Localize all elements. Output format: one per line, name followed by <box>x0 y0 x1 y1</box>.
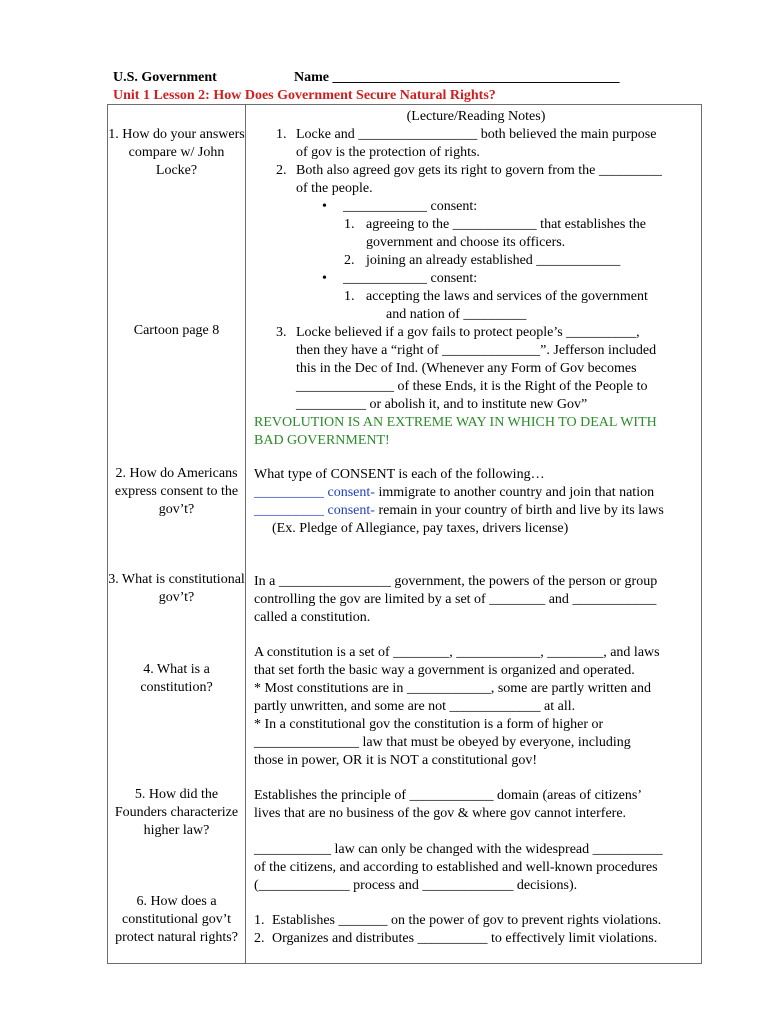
protect-item-1-number: 1. <box>254 913 265 928</box>
course-title: U.S. Government <box>113 70 217 85</box>
constitution-line-2: that set forth the basic way a government is organized and operated. <box>254 663 635 678</box>
column-divider <box>245 105 246 963</box>
consent-row-1-text: immigrate to another country and join that nation <box>374 485 655 500</box>
note-item-1 <box>254 126 698 162</box>
note-item-3-line-2: then they have a “right of ______________”. Jefferson included <box>296 343 657 358</box>
left-question-3: 3. What is constitutional gov’t? <box>108 572 245 605</box>
consent-row-2-text: remain in your country of birth and live by its laws <box>374 503 664 518</box>
constitution-line-7: those in power, OR it is NOT a constitutional gov! <box>254 753 538 768</box>
consent-bullet-1-text: ____________ consent: <box>343 199 478 214</box>
notes-heading: (Lecture/Reading Notes) <box>406 109 546 124</box>
left-question-5: 5. How did the Founders characterize higher law? <box>114 787 239 838</box>
protect-item-2-number: 2. <box>254 931 265 946</box>
higher-law-line-5: (_____________ process and _____________ decisions). <box>254 878 578 893</box>
left-question-2: 2. How do Americans express consent to the gov’t? <box>114 466 239 517</box>
higher-law-line-1: Establishes the principle of ____________ domain (areas of citizens’ <box>254 788 643 803</box>
lecture-notes-section <box>254 108 698 450</box>
higher-law-line-3: ___________ law can only be changed with the widespread __________ <box>254 842 663 857</box>
consent-bullet-2-text: ____________ consent: <box>343 271 478 286</box>
sub-2-number: 2. <box>344 253 355 268</box>
note-item-2 <box>254 162 698 198</box>
constitutional-gov-section <box>254 573 698 627</box>
protect-item-1-text: Establishes _______ on the power of gov to prevent rights violations. <box>272 913 662 928</box>
higher-law-line-2: lives that are no business of the gov & where gov cannot interfere. <box>254 806 627 821</box>
higher-law-section <box>254 787 698 895</box>
consent-bullet-2-sub-1 <box>254 288 698 324</box>
note-item-2-number: 2. <box>276 163 287 178</box>
note-item-2-line-1: Both also agreed gov gets its right to govern from the _________ <box>296 163 662 178</box>
revolution-line-2: BAD GOVERNMENT! <box>254 433 390 448</box>
note-item-3 <box>254 324 698 414</box>
sub-1-line-2: and nation of _________ <box>386 307 527 322</box>
bullet-icon: • <box>322 271 327 286</box>
sub-1-line-2: government and choose its officers. <box>366 235 566 250</box>
sub-2-line: joining an already established ____________ <box>366 253 621 268</box>
consent-bullet-1-sub-2 <box>254 252 698 270</box>
note-item-3-line-1: Locke believed if a gov fails to protect people’s __________, <box>296 325 640 340</box>
consent-example: (Ex. Pledge of Allegiance, pay taxes, drivers license) <box>272 521 569 536</box>
consent-bullet-2 <box>254 270 698 288</box>
left-question-4: 4. What is a constitution? <box>140 662 213 695</box>
note-item-3-line-4: ______________ of these Ends, it is the Right of the People to <box>296 379 648 394</box>
constitutional-gov-line-2: controlling the gov are limited by a set of ________ and ____________ <box>254 592 657 607</box>
note-item-1-number: 1. <box>276 127 287 142</box>
note-item-3-line-5: __________ or abolish it, and to institute new Gov” <box>296 397 588 412</box>
constitution-section <box>254 644 698 770</box>
note-item-1-line-1: Locke and _________________ both believed the main purpose <box>296 127 657 142</box>
left-cartoon-note: Cartoon page 8 <box>133 323 220 338</box>
consent-bullet-1-sub-1 <box>254 216 698 252</box>
name-field-label: Name _________________________________________ <box>294 70 620 85</box>
note-item-1-line-2: of gov is the protection of rights. <box>296 145 480 160</box>
consent-row-2-label: consent- <box>324 503 375 518</box>
header-course <box>113 70 620 86</box>
notes-table <box>107 104 702 964</box>
revolution-line-1: REVOLUTION IS AN EXTREME WAY IN WHICH TO DEAL WITH <box>254 415 657 430</box>
consent-question: What type of CONSENT is each of the following… <box>254 467 545 482</box>
note-item-2-line-2: of the people. <box>296 181 373 196</box>
constitution-line-3: * Most constitutions are in ____________, some are partly written and <box>254 681 651 696</box>
note-item-3-number: 3. <box>276 325 287 340</box>
consent-row-1-label: consent- <box>324 485 375 500</box>
consent-row-1-blank: __________ <box>254 485 324 500</box>
protect-item-2-text: Organizes and distributes __________ to effectively limit violations. <box>272 931 658 946</box>
higher-law-line-4: of the citizens, and according to established and well-known procedures <box>254 860 658 875</box>
sub-1-number: 1. <box>344 289 355 304</box>
protect-rights-section <box>254 912 698 948</box>
sub-1-line-1: accepting the laws and services of the government <box>366 289 648 304</box>
left-question-6: 6. How does a constitutional gov’t protect natural rights? <box>115 894 238 945</box>
consent-section <box>254 466 698 538</box>
constitutional-gov-line-1: In a ________________ government, the powers of the person or group <box>254 574 658 589</box>
lesson-title: Unit 1 Lesson 2: How Does Government Secure Natural Rights? <box>113 88 496 103</box>
constitutional-gov-line-3: called a constitution. <box>254 610 371 625</box>
note-item-3-line-3: this in the Dec of Ind. (Whenever any Form of Gov becomes <box>296 361 637 376</box>
constitution-line-5: * In a constitutional gov the constitution is a form of higher or <box>254 717 604 732</box>
constitution-line-1: A constitution is a set of ________, ____________, ________, and laws <box>254 645 660 660</box>
consent-row-2-blank: __________ <box>254 503 324 518</box>
left-question-1: 1. How do your answers compare w/ John Locke? <box>108 127 245 178</box>
sub-1-line-1: agreeing to the ____________ that establishes the <box>366 217 646 232</box>
bullet-icon: • <box>322 199 327 214</box>
protect-item-1 <box>254 912 698 930</box>
constitution-line-4: partly unwritten, and some are not _____________ at all. <box>254 699 576 714</box>
constitution-line-6: _______________ law that must be obeyed by everyone, including <box>254 735 631 750</box>
consent-bullet-1 <box>254 198 698 216</box>
sub-1-number: 1. <box>344 217 355 232</box>
consent-row-2 <box>254 502 698 520</box>
protect-item-2 <box>254 930 698 948</box>
consent-row-1 <box>254 484 698 502</box>
